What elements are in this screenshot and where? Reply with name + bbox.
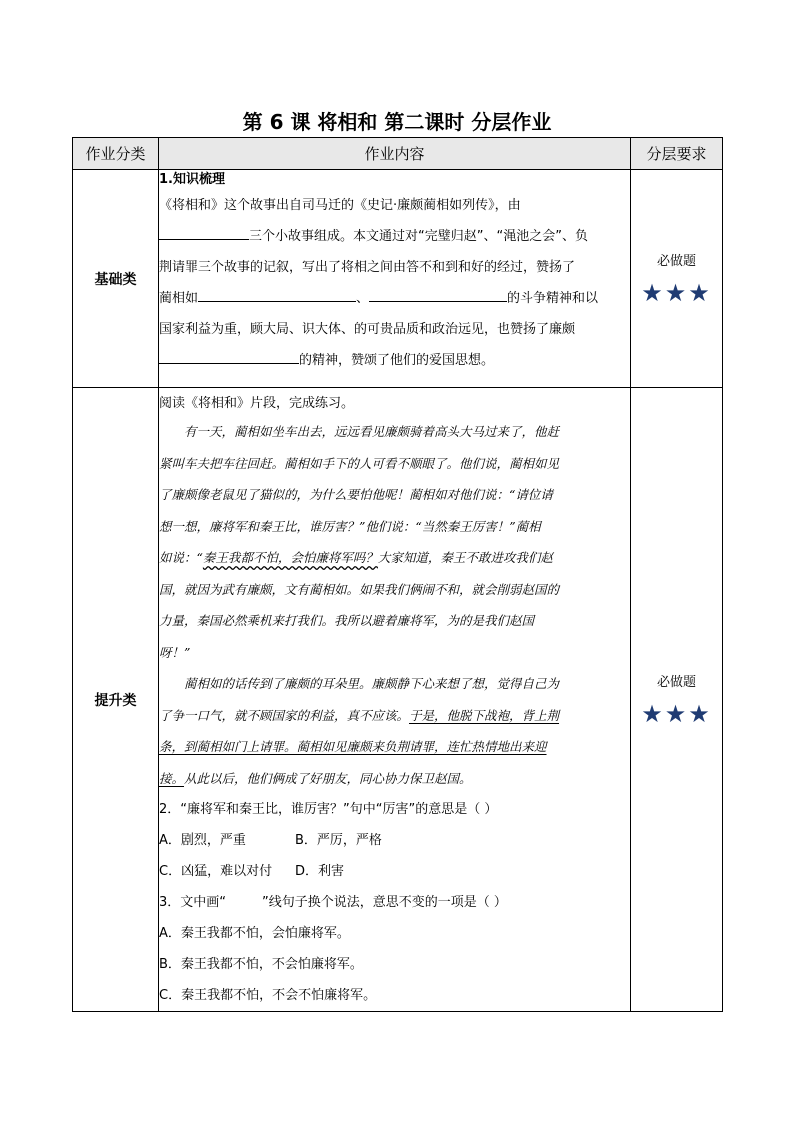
basic-heading: 1.知识梳理 [159, 172, 225, 187]
star-rating-icon: ★★★ [641, 279, 712, 307]
question-3 [159, 887, 630, 918]
fill-blank[interactable] [369, 285, 507, 302]
homework-table [72, 137, 723, 1012]
passage-text: 从此以后，他们俩成了好朋友，同心协力保卫赵国。 [184, 770, 472, 786]
basic-line-5: 国家利益为重，顾大局、识大体、的可贵品质和政治远见，也赞扬了廉颇 [159, 322, 576, 337]
question-2-options-row2 [159, 856, 630, 887]
question-2-options-row1 [159, 825, 630, 856]
requirement-label: 必做题 [656, 254, 696, 269]
header-category: 作业分类 [73, 138, 159, 170]
basic-line-4-text: 蔺相如 [159, 291, 199, 306]
fill-blank[interactable] [198, 285, 356, 302]
advanced-category: 提升类 [73, 388, 159, 1012]
basic-category: 基础类 [73, 170, 159, 388]
basic-requirement [631, 170, 723, 388]
advanced-row [73, 388, 723, 1012]
passage-line [159, 763, 630, 795]
question-2: 2．“廉将军和秦王比，谁厉害？”句中“厉害”的意思是（ ） [159, 802, 498, 817]
passage-line: 紧叫车夫把车往回赶。蔺相如手下的人可看不顺眼了。他们说，蔺相如见 [159, 455, 560, 471]
option-c[interactable]: C．秦王我都不怕，不会不怕廉将军。 [159, 988, 377, 1003]
option-b[interactable]: B．秦王我都不怕，不会怕廉将军。 [159, 957, 363, 972]
basic-content [159, 170, 631, 388]
question-3-text-end: ”线句子换个说法，意思不变的一项是（ ） [262, 895, 507, 910]
advanced-requirement [631, 388, 723, 1012]
fill-blank[interactable] [159, 347, 299, 364]
basic-row [73, 170, 723, 388]
wavy-underlined-sentence: 秦王我都不怕，会怕廉将军吗？ [202, 550, 378, 565]
passage-line [159, 542, 630, 574]
option-a[interactable]: A．秦王我都不怕，会怕廉将军。 [159, 926, 350, 941]
header-row [73, 138, 723, 170]
star-rating-icon: ★★★ [641, 700, 712, 728]
passage-line: 了廉颇像老鼠见了猫似的，为什么要怕他呢！蔺相如对他们说：“请位请 [159, 487, 553, 502]
passage-line: 蔺相如的话传到了廉颇的耳朵里。廉颇静下心来想了想，觉得自己为 [184, 676, 560, 691]
passage-line [159, 700, 630, 732]
option-c[interactable]: C．凶猛，难以对付 [159, 864, 273, 879]
basic-line-2-text: 三个小故事组成。本文通过对“完璧归赵”、“渑池之会”、负 [249, 229, 588, 244]
basic-line-4-end: 的斗争精神和以 [507, 291, 599, 306]
passage-text: 如说：“ [159, 550, 203, 565]
passage-line: 国，就因为武有廉颇，文有蔺相如。如果我们俩闹不和，就会削弱赵国的 [159, 581, 560, 597]
basic-line-4 [159, 283, 630, 314]
basic-line-6-text: 的精神，赞颂了他们的爱国思想。 [299, 353, 495, 368]
reading-intro: 阅读《将相和》片段，完成练习。 [159, 396, 355, 411]
fill-blank[interactable] [159, 223, 249, 240]
wavy-line-sample [226, 894, 262, 906]
basic-line-2 [159, 221, 630, 252]
question-3-text: 3．文中画“ [159, 895, 227, 910]
header-content: 作业内容 [159, 138, 631, 170]
passage-line: 有一天，蔺相如坐车出去，远远看见廉颇骑着高头大马过来了，他赶 [184, 424, 560, 439]
passage-line: 呀！” [159, 644, 191, 660]
advanced-content [159, 388, 631, 1012]
passage-line: 想一想，廉将军和秦王比，谁厉害？”他们说：“当然秦王厉害！”蔺相 [159, 518, 541, 534]
option-b[interactable]: B．严厉，严格 [295, 833, 382, 848]
option-a[interactable]: A．剧烈，严重 [159, 833, 246, 848]
page-title: 第 6 课 将相和 第二课时 分层作业 [242, 110, 552, 134]
basic-line-6 [159, 345, 630, 376]
underlined-sentence: 接。 [159, 770, 185, 786]
reading-passage [159, 416, 630, 794]
header-requirement: 分层要求 [631, 138, 723, 170]
passage-line: 条，到蔺相如门上请罪。蔺相如见廉颇来负荆请罪，连忙热情地出来迎 [159, 739, 547, 754]
basic-line-3: 荆请罪三个故事的记叙，写出了将相之间由答不和到和好的经过，赞扬了 [159, 260, 576, 275]
basic-line-4-sep: 、 [356, 291, 370, 306]
passage-line: 力量，秦国必然乘机来打我们。我所以避着廉将军，为的是我们赵国 [159, 613, 535, 628]
basic-line-1: 《将相和》这个故事出自司马迁的《史记·廉颇蔺相如列传》，由 [159, 198, 521, 213]
underlined-sentence: 于是，他脱下战袍，背上荆 [409, 707, 560, 723]
passage-text: 了争一口气，就不顾国家的利益，真不应该。 [159, 707, 410, 723]
option-d[interactable]: D．利害 [295, 864, 345, 879]
passage-text: 大家知道，秦王不敢进攻我们赵 [377, 550, 553, 565]
requirement-label: 必做题 [656, 675, 696, 690]
